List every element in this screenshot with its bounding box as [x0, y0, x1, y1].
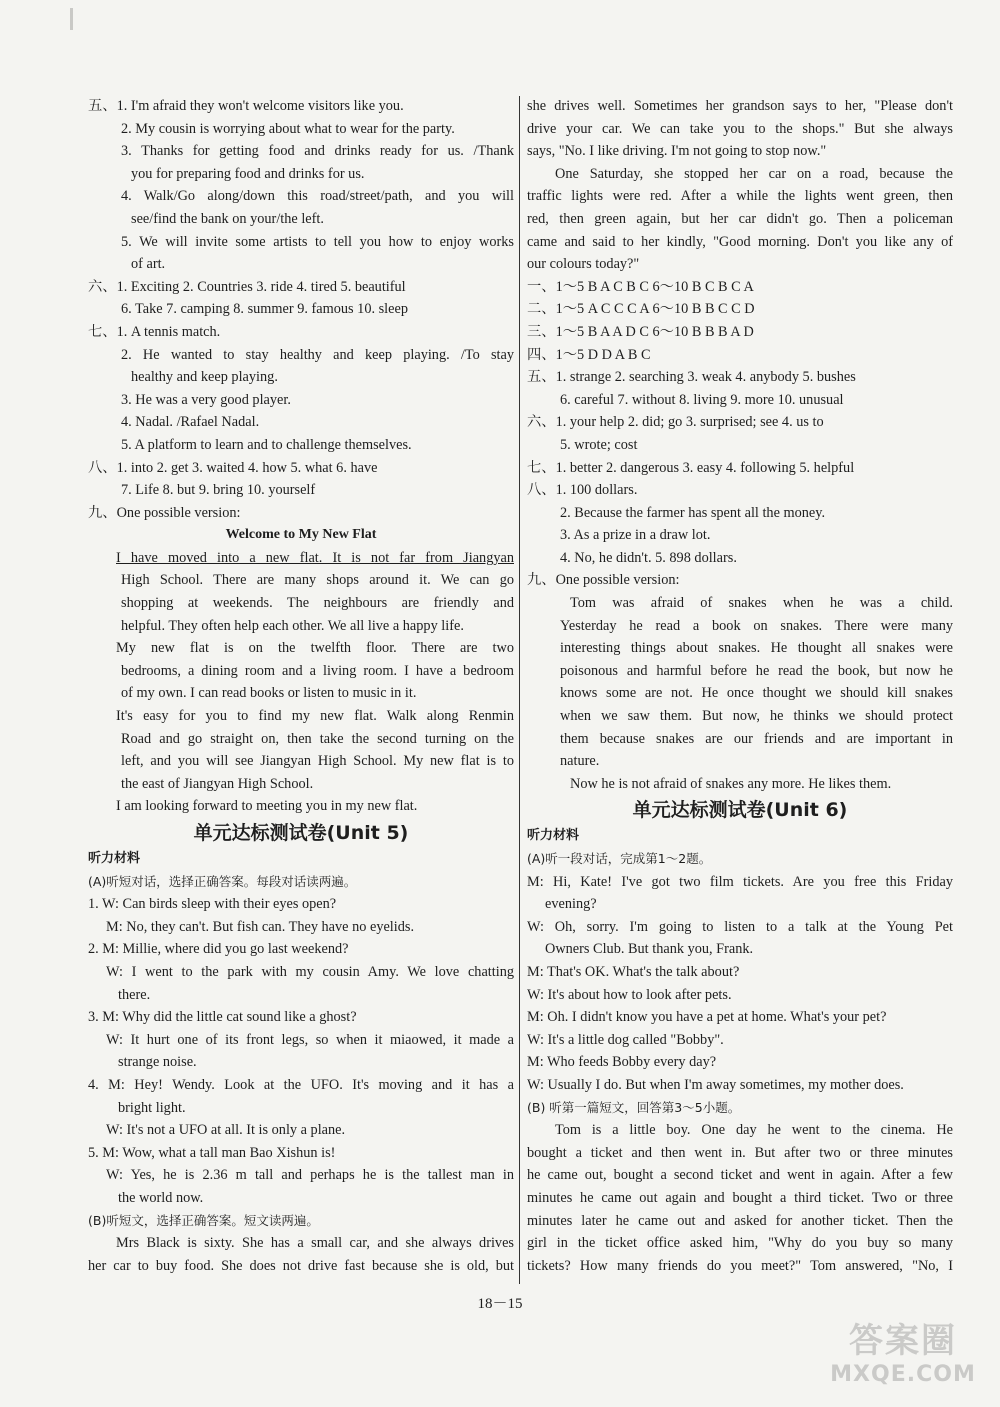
right-line: Owners Club. But thank you, Frank.: [545, 941, 754, 958]
left-line: left, and you will see Jiangyan High School. My new flat is to: [121, 753, 514, 770]
left-line: 3. Thanks for getting food and drinks ready for us. /Thank: [121, 143, 514, 160]
right-line: 一、1～5 B A C B C 6～10 B C B C A: [527, 278, 754, 295]
right-line: came and said to her kindly, "Good morning. Don't you like any of: [527, 233, 953, 250]
left-line: Mrs Black is sixty. She has a small car, and she always drives: [116, 1235, 514, 1252]
left-line: 2. He wanted to stay healthy and keep playing. /To stay: [121, 346, 514, 363]
left-line: It's easy for you to find my new flat. Walk along Renmin: [116, 708, 514, 725]
right-line: minutes he came out again and bought a third ticket. Two or three: [527, 1189, 953, 1206]
left-line: bright light.: [118, 1099, 186, 1116]
right-line: 5. wrote; cost: [560, 436, 638, 453]
right-line: interesting things about snakes. He thought all snakes were: [560, 640, 953, 657]
left-line: the world now.: [118, 1189, 204, 1206]
right-line: W: Usually I do. But when I'm away sometimes, my mother does.: [527, 1076, 904, 1093]
right-line: knows some are not. He once thought we should kill snakes: [560, 685, 953, 702]
watermark-url: MXQE.COM: [830, 1362, 976, 1387]
left-line: 6. Take 7. camping 8. summer 9. famous 10. sleep: [121, 301, 408, 318]
left-line: 2. M: Millie, where did you go last weekend?: [88, 941, 349, 958]
right-line: he came out, bought a second ticket and went in again. After a few: [527, 1167, 953, 1184]
right-line: One Saturday, she stopped her car on a road, because the: [555, 165, 953, 182]
right-line: minutes later he came out and asked for another ticket. Then the: [527, 1212, 953, 1229]
right-line: W: It's about how to look after pets.: [527, 986, 732, 1003]
left-line: of art.: [131, 256, 166, 273]
right-line: M: Hi, Kate! I've got two film tickets. Are you free this Friday: [527, 873, 953, 890]
left-line: 九、One possible version:: [88, 504, 241, 521]
right-line: 七、1. better 2. dangerous 3. easy 4. following 5. helpful: [527, 459, 855, 476]
right-line: 三、1～5 B A A D C 6～10 B B B A D: [527, 323, 754, 340]
watermark-text: 答案圈: [849, 1321, 957, 1361]
right-line: 九、One possible version:: [527, 572, 680, 589]
left-line: My new flat is on the twelfth floor. There are two: [116, 640, 514, 657]
left-line: 3. M: Why did the little cat sound like a ghost?: [88, 1009, 357, 1026]
left-line: 八、1. into 2. get 3. waited 4. how 5. what 6. have: [88, 459, 378, 476]
right-line: 六、1. your help 2. did; go 3. surprised; see 4. us to: [527, 414, 824, 431]
right-line: girl in the ticket office asked him, "Why do you buy so many: [527, 1235, 953, 1252]
left-line: helpful. They often help each other. We all live a happy life.: [121, 617, 464, 634]
left-line: healthy and keep playing.: [131, 369, 278, 386]
left-line: (A)听短对话，选择正确答案。每段对话读两遍。: [88, 873, 357, 889]
right-line: 八、1. 100 dollars.: [527, 482, 638, 499]
left-line: 5. We will invite some artists to tell you how to enjoy works: [121, 233, 514, 250]
left-line: 五、1. I'm afraid they won't welcome visitors like you.: [88, 98, 404, 114]
right-line: she drives well. Sometimes her grandson says to her, "Please don't: [527, 98, 953, 114]
right-line: Yesterday he read a book on snakes. There were many: [560, 617, 953, 634]
right-line: 2. Because the farmer has spent all the money.: [560, 504, 826, 521]
left-line: (B)听短文，选择正确答案。短文读两遍。: [88, 1212, 319, 1228]
right-line: (B) 听第一篇短文，回答第3～5小题。: [527, 1099, 741, 1115]
right-column: [527, 95, 953, 1277]
watermark-logo: [828, 1313, 978, 1393]
left-line: 听力材料: [88, 851, 141, 866]
left-line: 5. A platform to learn and to challenge themselves.: [121, 436, 412, 453]
right-line: 4. No, he didn't. 5. 898 dollars.: [560, 549, 737, 566]
right-line: poisonous and harmful before he read the book, but now he: [560, 662, 953, 679]
right-line: 3. As a prize in a draw lot.: [560, 527, 711, 544]
left-line: shopping at weekends. The neighbours are friendly and: [121, 595, 514, 612]
left-line: 4. Nadal. /Rafael Nadal.: [121, 414, 260, 431]
left-line: 七、1. A tennis match.: [88, 323, 221, 340]
left-line: 单元达标测试卷(Unit 5): [193, 822, 409, 844]
left-line: see/find the bank on your/the left.: [131, 210, 324, 227]
right-line: 五、1. strange 2. searching 3. weak 4. anybody 5. bushes: [527, 369, 856, 386]
left-line: there.: [118, 986, 151, 1003]
left-column: [88, 95, 514, 1277]
right-line: tickets? How many friends do you meet?" Tom answered, "No, I: [527, 1257, 953, 1274]
right-line: bought a ticket and then went in. But after two or three minutes: [527, 1144, 953, 1161]
right-line: when we saw them. But now, he thinks we should protect: [560, 708, 953, 725]
right-line: Now he is not afraid of snakes any more. He likes them.: [570, 775, 892, 792]
left-line: W: I went to the park with my cousin Amy. We love chatting: [106, 963, 514, 980]
right-line: 6. careful 7. without 8. living 9. more 10. unusual: [560, 391, 844, 408]
left-line: of my own. I can read books or listen to music in it.: [121, 685, 417, 702]
right-line: red, then green again, but her car didn't go. Then a policeman: [527, 210, 953, 227]
right-line: 四、1～5 D D A B C: [527, 346, 651, 363]
left-line: strange noise.: [118, 1054, 197, 1071]
left-line: her car to buy food. She does not drive fast because she is old, but: [88, 1257, 514, 1274]
left-line: 4. M: Hey! Wendy. Look at the UFO. It's moving and it has a: [88, 1076, 514, 1093]
right-line: says, "No. I like driving. I'm not going to stop now.": [527, 143, 827, 160]
left-line: 7. Life 8. but 9. bring 10. yourself: [121, 482, 316, 499]
left-line: I have moved into a new flat. It is not far from Jiangyan: [116, 549, 514, 566]
right-line: traffic lights were red. After a while the lights went green, then: [527, 188, 953, 205]
left-line: W: It hurt one of its front legs, so when it miaowed, it made a: [106, 1031, 514, 1048]
left-line: 5. M: Wow, what a tall man Bao Xishun is!: [88, 1144, 336, 1161]
left-line: 2. My cousin is worrying about what to wear for the party.: [121, 120, 455, 137]
page-number: 18－15: [477, 1296, 523, 1312]
left-line: the east of Jiangyan High School.: [121, 775, 314, 792]
scan-mark: [70, 8, 73, 30]
left-line: 4. Walk/Go along/down this road/street/path, and you will: [121, 188, 514, 205]
left-line: 1. W: Can birds sleep with their eyes open?: [88, 896, 337, 913]
left-line: bedrooms, a dining room and a living room. I have a bedroom: [121, 662, 514, 679]
right-line: our colours today?": [527, 256, 640, 273]
right-line: M: That's OK. What's the talk about?: [527, 963, 740, 980]
left-line: M: No, they can't. But fish can. They have no eyelids.: [106, 918, 415, 935]
left-line: 3. He was a very good player.: [121, 391, 291, 408]
left-line: Welcome to My New Flat: [225, 527, 377, 543]
left-line: you for preparing food and drinks for us.: [131, 165, 365, 182]
left-line: W: It's not a UFO at all. It is only a plane.: [106, 1122, 346, 1139]
right-line: Tom is a little boy. One day he went to the cinema. He: [555, 1122, 953, 1139]
right-line: M: Oh. I didn't know you have a pet at home. What's your pet?: [527, 1009, 887, 1026]
left-line: I am looking forward to meeting you in my new flat.: [116, 798, 418, 815]
right-line: W: It's a little dog called "Bobby".: [527, 1031, 724, 1048]
column-divider: [519, 96, 520, 1284]
left-line: 六、1. Exciting 2. Countries 3. ride 4. tired 5. beautiful: [88, 278, 406, 295]
right-line: M: Who feeds Bobby every day?: [527, 1054, 717, 1071]
right-line: 单元达标测试卷(Unit 6): [632, 799, 848, 822]
right-line: Tom was afraid of snakes when he was a child.: [570, 595, 953, 612]
left-line: High School. There are many shops around it. We can go: [121, 572, 514, 589]
right-line: drive your car. We can take you to the shops." But she always: [527, 120, 953, 137]
left-line: Road and go straight on, then take the second turning on the: [121, 730, 514, 747]
right-line: nature.: [560, 753, 600, 770]
left-line: W: Yes, he is 2.36 m tall and perhaps he is the tallest man in: [106, 1167, 514, 1184]
right-line: evening?: [545, 896, 597, 913]
right-line: 听力材料: [527, 828, 580, 844]
right-line: 二、1～5 A C C C A 6～10 B B C C D: [527, 301, 755, 318]
right-line: (A)听一段对话，完成第1～2题。: [527, 851, 712, 866]
right-line: them because snakes are our friends and are important in: [560, 730, 953, 747]
right-line: W: Oh, sorry. I'm going to listen to a talk at the Young Pet: [527, 918, 953, 935]
